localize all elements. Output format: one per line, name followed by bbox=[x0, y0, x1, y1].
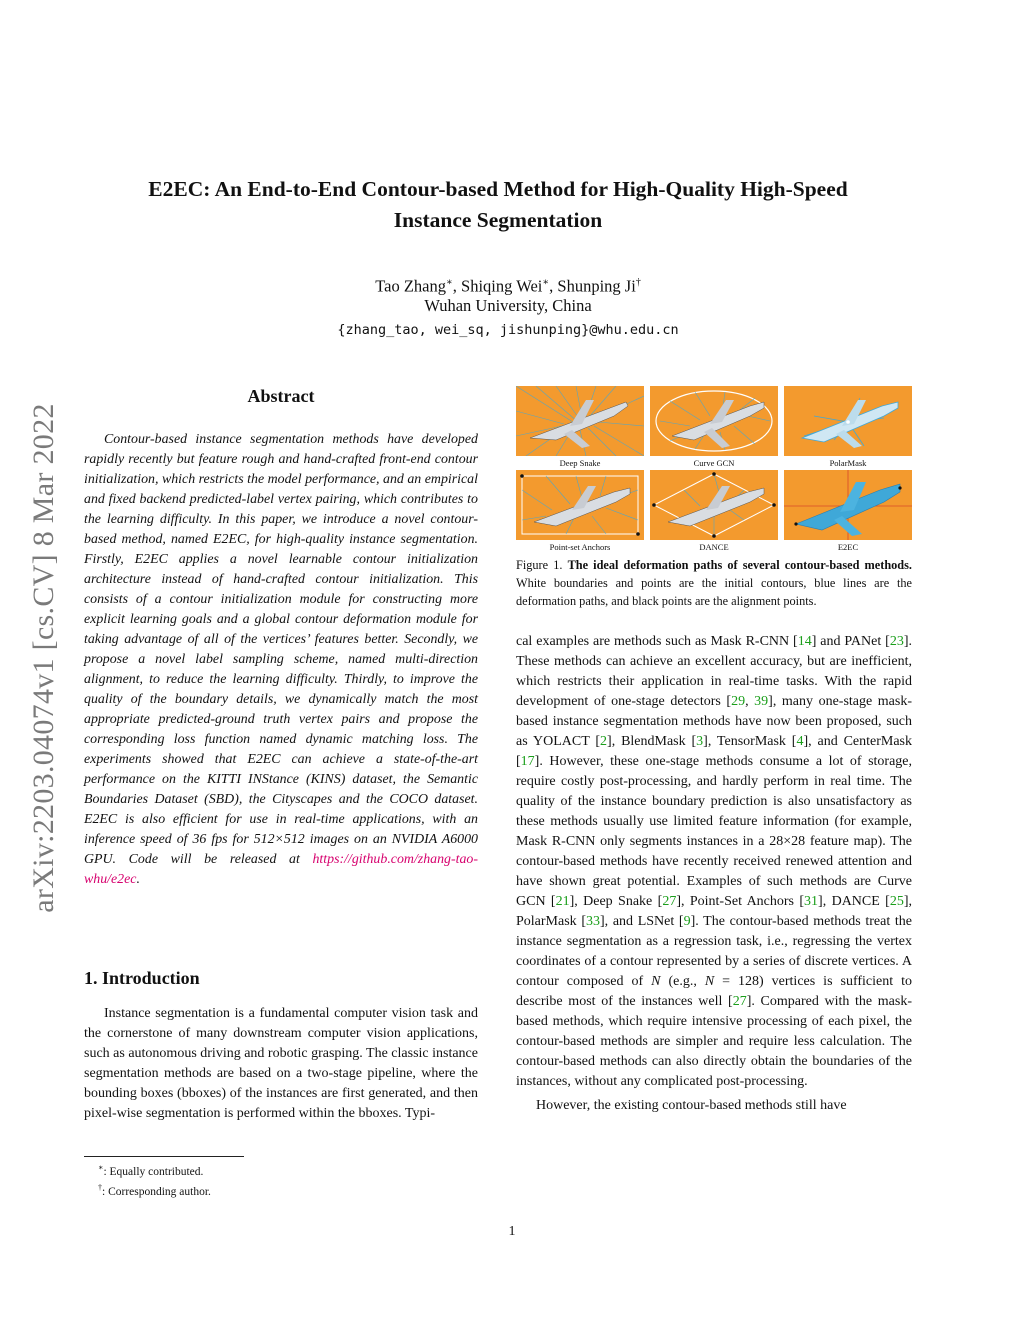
abstract-text: Contour-based instance segmentation methods have developed rapidly recently but feature rough and hand-crafted front-end contour initialization, which restricts the model performance, and an empirical and fixed backend predicted-label vertex pairing, which contributes to the learning difficulty. In this paper, we introduce a novel contour-based method, named E2EC, for high-quality instance segmentation. Firstly, E2EC applies a novel learnable contour initialization architecture instead of hand-crafted contour initialization. This consists of a contour initialization module for constructing more explicit learning goals and a global contour deformation module for taking advantage of all of the vertices’ features better. Secondly, we propose a novel label sampling scheme, named multi-direction alignment, to reduce the learning difficulty. Thirdly, to improve the quality of the boundary details, we dynamically match the most appropriate predicted-ground truth vertex pairs and propose the corresponding loss function named dynamic matching loss. The experiments showed that E2EC can achieve a state-of-the-art performance on the KITTI INStance (KINS) dataset, the Semantic Boundaries Dataset (SBD), the Cityscapes and the COCO dataset. E2EC is also efficient for use in real-time applications, with an inference speed of 36 fps for 512×512 images on an NVIDIA A6000 GPU. Code will be released at bbox=[84, 432, 478, 867]
dance-image bbox=[650, 470, 778, 540]
label-deep-snake: Deep Snake bbox=[559, 458, 601, 468]
code-link[interactable]: https://github.com/zhang-tao-whu/e2ec bbox=[84, 852, 478, 887]
footnote-2-mark: † bbox=[98, 1182, 102, 1192]
footnote-rule bbox=[84, 1156, 244, 1157]
author-emails: {zhang_tao, wei_sq, jishunping}@whu.edu.cn bbox=[337, 322, 679, 338]
title-line-2: Instance Segmentation bbox=[393, 208, 603, 232]
text-run: ]. These methods can achieve an excellent accuracy, but are inefficient, which restricts their application in real-time tasks. With the rapid development of one-stage detectors [ bbox=[516, 634, 912, 709]
point-set-anchors-image bbox=[516, 470, 644, 540]
text-run: ], DANCE [ bbox=[818, 894, 890, 909]
label-polarmask: PolarMask bbox=[829, 458, 867, 468]
citation-link[interactable]: 39 bbox=[754, 694, 769, 709]
curve-gcn-image bbox=[650, 386, 778, 456]
arxiv-id: arXiv:2203.04074v1 [cs.CV] 8 Mar 2022 bbox=[27, 403, 60, 913]
label-e2ec: E2EC bbox=[837, 542, 859, 552]
citation-link[interactable]: 3 bbox=[696, 734, 704, 749]
affiliation: Wuhan University, China bbox=[424, 296, 592, 315]
math-symbol: N bbox=[651, 974, 661, 989]
text-run: ] and PANet [ bbox=[811, 634, 890, 649]
citation-link[interactable]: 29 bbox=[731, 694, 746, 709]
text-run: ], Point-Set Anchors [ bbox=[676, 894, 805, 909]
arxiv-sidebar bbox=[24, 358, 64, 958]
label-point-set-anchors: Point-set Anchors bbox=[549, 542, 611, 552]
author-sep-2: , bbox=[549, 276, 558, 296]
figure-caption bbox=[516, 556, 912, 610]
intro-heading: 1. Introduction bbox=[84, 968, 200, 988]
author-list bbox=[200, 272, 816, 298]
citation-link[interactable]: 21 bbox=[555, 894, 570, 909]
footnote-1 bbox=[84, 1160, 478, 1180]
math-symbol: N bbox=[704, 974, 715, 989]
citation-link[interactable]: 4 bbox=[796, 734, 804, 749]
footnote-2 bbox=[84, 1180, 478, 1200]
paper-title bbox=[90, 174, 906, 236]
text-run: = 128) vertices is sufficient to describe most of the instances well [ bbox=[516, 974, 912, 1009]
label-dance: DANCE bbox=[699, 542, 729, 552]
author-2: Shiqing Wei bbox=[461, 276, 543, 296]
text-run: ], Deep Snake [ bbox=[569, 894, 663, 909]
caption-prefix: Figure 1. bbox=[516, 558, 568, 572]
abstract-heading: Abstract bbox=[247, 386, 315, 406]
text-run: cal examples are methods such as Mask R-CNN [ bbox=[516, 634, 798, 649]
author-2-mark: ∗ bbox=[542, 277, 550, 288]
caption-title: The ideal deformation paths of several contour-based methods. bbox=[567, 558, 913, 572]
citation-link[interactable]: 2 bbox=[600, 734, 608, 749]
panel-e2ec bbox=[784, 470, 912, 540]
right-column-body bbox=[516, 632, 912, 1116]
panel-dance bbox=[650, 470, 778, 540]
citation-link[interactable]: 27 bbox=[732, 994, 747, 1009]
footnote-1-text: : Equally contributed. bbox=[103, 1165, 204, 1178]
footnote-1-mark: ∗ bbox=[98, 1163, 104, 1172]
author-1: Tao Zhang bbox=[375, 276, 446, 296]
citation-link[interactable]: 17 bbox=[520, 754, 535, 769]
text-run: ], BlendMask [ bbox=[607, 734, 697, 749]
text-run: ], and CenterMask [ bbox=[516, 734, 912, 769]
panel-deep-snake bbox=[516, 386, 644, 456]
citation-link[interactable]: 23 bbox=[889, 634, 904, 649]
footnote-2-text: : Corresponding author. bbox=[102, 1185, 211, 1198]
text-run: , bbox=[745, 694, 755, 709]
intro-paragraph: Instance segmentation is a fundamental computer vision task and the cornerstone of many downstream computer vision applications, such as autonomous driving and robotic grasping. The classic instance segmentation methods are based on a two-stage pipeline, where the bounding boxes (bboxes) of the instances are first generated, and then pixel-wise segmentation is performed within the bboxes. Typi- bbox=[84, 1006, 478, 1121]
panel-curve-gcn bbox=[650, 386, 778, 456]
text-run: ]. However, these one-stage methods consume a lot of storage, require costly post-processing, and hardly perform in real time. The quality of the instance boundary prediction is also unsatisfactory as these methods usually use limited feature information (for example, Mask R-CNN only segments instances in a 28×28 feature map). The contour-based methods have recently received renewed attention and have shown great potential. Examples of such methods are Curve GCN [ bbox=[516, 754, 912, 909]
right-paragraph-2: However, the existing contour-based methods still have bbox=[536, 1098, 847, 1113]
page-number: 1 bbox=[508, 1224, 516, 1239]
author-sep-1: , bbox=[452, 276, 462, 296]
text-run: ], many one-stage mask-based instance segmentation methods have now been proposed, such as YOLACT [ bbox=[516, 694, 913, 749]
polarmask-image bbox=[784, 386, 912, 456]
author-3-mark: † bbox=[635, 277, 641, 288]
author-3: Shunping Ji bbox=[557, 276, 636, 296]
author-1-mark: ∗ bbox=[445, 277, 453, 288]
citation-link[interactable]: 25 bbox=[889, 894, 904, 909]
text-run: (e.g., bbox=[660, 974, 705, 989]
e2ec-image bbox=[784, 470, 912, 540]
figure-1 bbox=[516, 386, 912, 552]
text-run: ]. The contour-based methods treat the instance segmentation as a regression task, i.e., regressing the vertex coordinates of a contour represented by a series of discrete vertices. A contour composed of bbox=[516, 914, 912, 989]
text-run: ], PolarMask [ bbox=[516, 894, 913, 929]
title-line-1: E2EC: An End-to-End Contour-based Method for High-Quality High-Speed bbox=[148, 177, 848, 201]
panel-polarmask bbox=[784, 386, 912, 456]
text-run: ], and LSNet [ bbox=[600, 914, 684, 929]
footnotes bbox=[84, 1160, 478, 1200]
citation-link[interactable]: 14 bbox=[797, 634, 812, 649]
abstract-body bbox=[84, 430, 478, 890]
citation-link[interactable]: 9 bbox=[683, 914, 691, 929]
right-paragraph-1 bbox=[516, 632, 912, 1092]
intro-body bbox=[84, 1004, 478, 1124]
label-curve-gcn: Curve GCN bbox=[693, 458, 735, 468]
abstract-end: . bbox=[136, 872, 140, 887]
text-run: ], TensorMask [ bbox=[703, 734, 797, 749]
deep-snake-image bbox=[516, 386, 644, 456]
citation-link[interactable]: 27 bbox=[662, 894, 677, 909]
text-run: ]. Compared with the mask-based methods, which require intensive processing of each pixel, the contour-based methods are simpler and require less calculation. The contour-based methods can also directly obtain the boundaries of the instances, without any complicated post-processing. bbox=[516, 994, 913, 1089]
citation-link[interactable]: 33 bbox=[586, 914, 600, 929]
caption-text: White boundaries and points are the initial contours, blue lines are the deformation paths, and black points are the alignment points. bbox=[516, 576, 912, 608]
citation-link[interactable]: 31 bbox=[804, 894, 819, 909]
panel-point-set-anchors bbox=[516, 470, 644, 540]
